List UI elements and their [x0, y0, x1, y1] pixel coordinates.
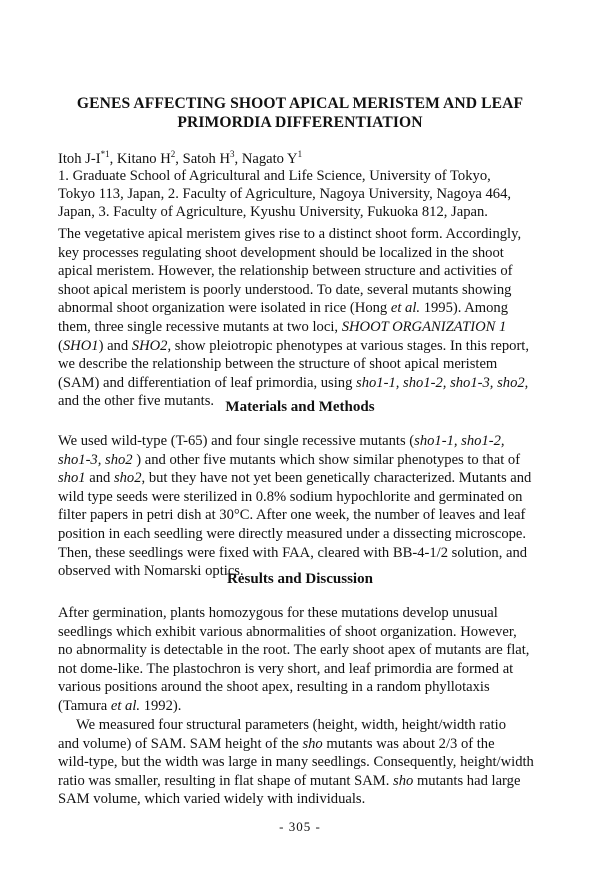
author-affiliation-mark: *1	[100, 149, 110, 160]
author-affiliation-mark: 1	[297, 149, 303, 160]
italic-text: sho	[393, 772, 414, 789]
italic-text: sho2	[113, 470, 142, 487]
text-span: (Tamura	[58, 697, 111, 714]
italic-text: sho1	[58, 470, 86, 487]
text-line	[58, 337, 550, 356]
text-line: we describe the relationship between the structure of shoot apical meristem	[58, 356, 498, 373]
text-line: Then, these seedlings were fixed with FAA, cleared with BB-4-1/2 solution, and	[58, 544, 528, 561]
text-span: (	[58, 337, 63, 354]
text-line: and the other five mutants.	[58, 393, 215, 410]
affiliation-line: Japan, 3. Faculty of Agriculture, Kyushu University, Fukuoka 812, Japan.	[58, 204, 488, 220]
author-affiliation-mark: 3	[230, 149, 235, 160]
text-line	[58, 451, 550, 470]
text-line: key processes regulating shoot development should be localized in the shoot	[58, 244, 504, 261]
text-span: ,	[524, 374, 529, 391]
text-line: wild type seeds were sterilized in 0.8% sodium hypochlorite and germinated on	[58, 488, 523, 505]
text-line	[58, 697, 550, 716]
text-span: 1995). Among	[420, 300, 509, 317]
text-span: abnormal shoot organization were isolated in rice (Hong	[58, 300, 391, 317]
text-line	[58, 469, 550, 488]
section-heading-methods: Materials and Methods	[225, 399, 375, 415]
author: Kitano H	[116, 151, 171, 167]
italic-text: et al.	[390, 300, 421, 317]
section-heading-results: Results and Discussion	[227, 571, 373, 587]
text-span: , show pleiotropic phenotypes at various stages. In this report,	[167, 337, 530, 354]
text-line: observed with Nomarski optics.	[58, 563, 244, 580]
results-paragraph-2	[58, 716, 550, 809]
text-line: not dome-like. The plastochron is very short, and leaf primordia are formed at	[58, 660, 514, 677]
text-line: The vegetative apical meristem gives rise to a distinct shoot form. Accordingly,	[58, 226, 522, 242]
author: Satoh H	[182, 151, 231, 167]
italic-text: SHO1	[62, 337, 99, 354]
text-line: shoot apical meristem is poorly understood. To date, several mutants showing	[58, 281, 512, 298]
affiliations	[58, 167, 558, 221]
text-line	[58, 432, 550, 451]
methods-paragraph	[58, 432, 550, 581]
text-span: We used wild-type (T-65) and four single recessive mutants (	[58, 433, 415, 449]
author-list: Itoh $J-I^{*1}$, Kitano $H^2$, Satoh $H^3$, Nagato $Y^1$	[58, 149, 303, 167]
italic-text: sho	[302, 735, 323, 752]
text-line	[58, 299, 550, 318]
text-span: (SAM) and differentiation of leaf primordia, using	[58, 374, 357, 391]
text-span: and volume) of SAM. SAM height of the	[58, 735, 303, 752]
text-span: mutants had large	[413, 772, 521, 789]
text-span: , but they have not yet been genetically characterized. Mutants and	[141, 470, 532, 487]
italic-text: SHO2	[131, 337, 168, 354]
introduction-paragraph	[58, 225, 550, 411]
text-line: wild-type, but the width was large in many seedlings. Consequently, height/width	[58, 754, 534, 771]
paper-title	[40, 94, 560, 132]
affiliation-line: 1. Graduate School of Agricultural and Life Science, University of Tokyo,	[58, 168, 491, 184]
text-span: and	[85, 470, 114, 487]
text-line: We measured four structural parameters (height, width, height/width ratio	[76, 717, 507, 733]
italic-text: SHOOT ORGANIZATION 1	[341, 318, 507, 335]
text-line: apical meristem. However, the relationship between structure and activities of	[58, 263, 513, 280]
text-span: ) and other five mutants which show similar phenotypes to that of	[132, 451, 521, 468]
italic-text: sho1-3, sho2	[58, 451, 133, 468]
text-span: ) and	[98, 337, 132, 354]
text-line	[58, 318, 550, 337]
text-line: SAM volume, which varied widely with individuals.	[58, 791, 366, 808]
affiliation-line: Tokyo 113, Japan, 2. Faculty of Agriculture, Nagoya University, Nagoya 464,	[58, 186, 512, 202]
author: Nagato Y	[241, 151, 298, 167]
text-line: filter papers in petri dish at 30°C. After one week, the number of leaves and leaf	[58, 507, 526, 524]
author: Itoh J-I	[58, 151, 101, 167]
text-span: mutants was about 2/3 of the	[322, 735, 495, 752]
author-affiliation-mark: 2	[170, 149, 176, 160]
text-line: After germination, plants homozygous for these mutations develop unusual	[58, 605, 498, 621]
text-span: ratio was smaller, resulting in flat shape of mutant SAM.	[58, 772, 394, 789]
text-line: seedlings which exhibit various abnormalities of shoot organization. However,	[58, 623, 517, 640]
text-line: position in each seedling were directly measured under a dissecting microscope.	[58, 525, 527, 542]
title-line: PRIMORDIA DIFFERENTIATION	[177, 114, 423, 131]
text-line	[58, 772, 550, 791]
text-span: them, three single recessive mutants at two loci,	[58, 318, 342, 335]
text-span: 1992).	[140, 697, 182, 714]
page-number: - 305 -	[279, 819, 321, 834]
text-line: various positions around the shoot apex, resulting in a random phyllotaxis	[58, 679, 490, 696]
italic-text: et al.	[110, 697, 141, 714]
results-paragraph	[58, 604, 550, 716]
italic-text: sho1-1, sho1-2, sho1-3, sho2	[356, 374, 525, 391]
italic-text: sho1-1, sho1-2,	[414, 433, 505, 449]
text-line	[58, 374, 550, 393]
title-line: GENES AFFECTING SHOOT APICAL MERISTEM AND LEAF	[76, 95, 524, 112]
text-line: no abnormality is detectable in the root. The early shoot apex of mutants are flat,	[58, 642, 530, 659]
text-line	[58, 735, 550, 754]
